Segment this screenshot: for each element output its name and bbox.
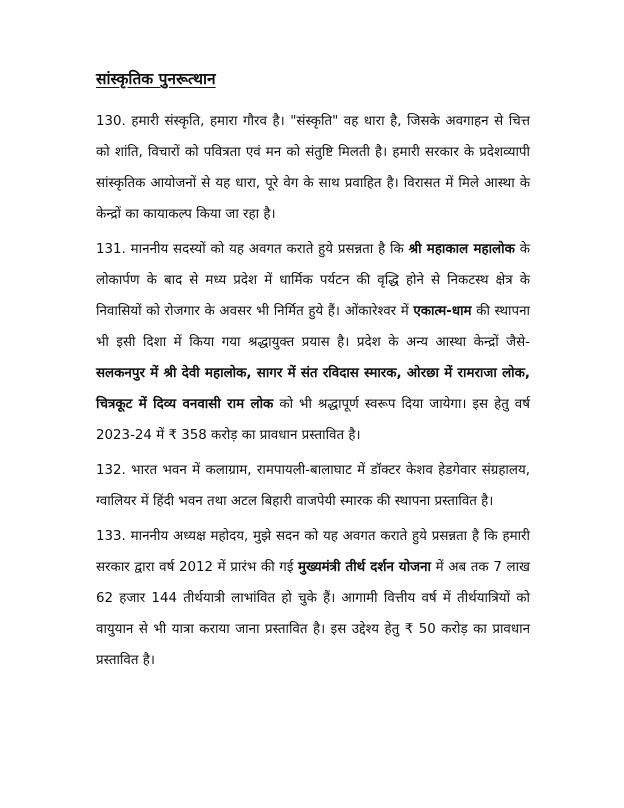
paragraph-text: को भी श्रद्धापूर्ण स्वरूप दिया जायेगा। इस हेतु वर्ष 2023-24 में ₹ 358 करोड़ का प्रावधान प्रस्तावित है।	[96, 397, 530, 443]
paragraph-text: की स्थापना भी इसी दिशा में किया गया श्रद्धायुक्त प्रयास है। प्रदेश के अन्य आस्था केन्द्रों जैसे-	[96, 304, 530, 350]
section-heading: सांस्कृतिक पुनरूत्थान	[96, 70, 216, 88]
paragraph-131	[96, 234, 530, 451]
paragraph-text: हमारी संस्कृति, हमारा गौरव है। "संस्कृति" वह धारा है, जिसके अवगाहन से चित्त को शांति, विचारों को पवित्रता एवं मन को संतुष्टि मिलती है। हमारी सरकार के प्रदेशव्यापी सांस्कृतिक आयोजनों से यह धारा, पूरे वेग के साथ प्रवाहित है। विरासत में मिले आस्था के केन्द्रों का कायाकल्प किया जा रहा है।	[96, 114, 530, 222]
paragraph-text: में अब तक 7 लाख 62 हजार 144 तीर्थयात्री लाभांवित हो चुके हैं। आगामी वित्तीय वर्ष में तीर्थयात्रियों को वायुयान से भी यात्रा कराया जाना प्रस्तावित है। इस उद्देश्य हेतु ₹ 50 करोड़ का प्रावधान प्रस्तावित है।	[96, 560, 530, 668]
paragraph-text: माननीय अध्यक्ष महोदय, मुझे सदन को यह अवगत कराते हुये प्रसन्नता है कि हमारी सरकार द्वारा वर्ष 2012 में प्रारंभ की गई	[96, 529, 530, 575]
bold-text-ekatm-dham: एकात्म-धाम	[413, 304, 472, 319]
paragraph-text: भारत भवन में कलाग्राम, रामपायली-बालाघाट में डॉक्टर केशव हेडगेवार संग्रहालय, ग्वालियर में हिंदी भवन तथा अटल बिहारी वाजपेयी स्मारक की स्थापना प्रस्तावित है।	[96, 463, 530, 509]
paragraph-text: के लोकार्पण के बाद से मध्य प्रदेश में धार्मिक पर्यटन की वृद्धि होने से निकटस्थ क्षेत्र के निवासियों को रोजगार के अवसर भी निर्मित हुये हैं। ओंकारेश्वर में	[96, 242, 531, 319]
bold-text-mahakal-mahalok: श्री महाकाल महालोक	[408, 242, 515, 257]
paragraph-number: 133.	[96, 529, 126, 544]
paragraph-number: 130.	[96, 114, 126, 129]
paragraph-133	[96, 521, 530, 676]
document-page	[96, 66, 530, 680]
bold-text-tirth-darshan-yojana: मुख्यमंत्री तीर्थ दर्शन योजना	[298, 560, 432, 575]
paragraph-132	[96, 455, 530, 517]
paragraph-130	[96, 106, 530, 230]
paragraph-number: 132.	[96, 463, 126, 478]
paragraph-text: माननीय सदस्यों को यह अवगत कराते हुये प्रसन्नता है कि	[125, 242, 409, 257]
paragraph-number: 131.	[96, 242, 126, 257]
bold-text-faith-centres: सलकनपुर में श्री देवी महालोक, सागर में संत रविदास स्मारक, ओरछा में रामराजा लोक, चित्रकूट में दिव्य वनवासी राम लोक	[96, 366, 530, 412]
